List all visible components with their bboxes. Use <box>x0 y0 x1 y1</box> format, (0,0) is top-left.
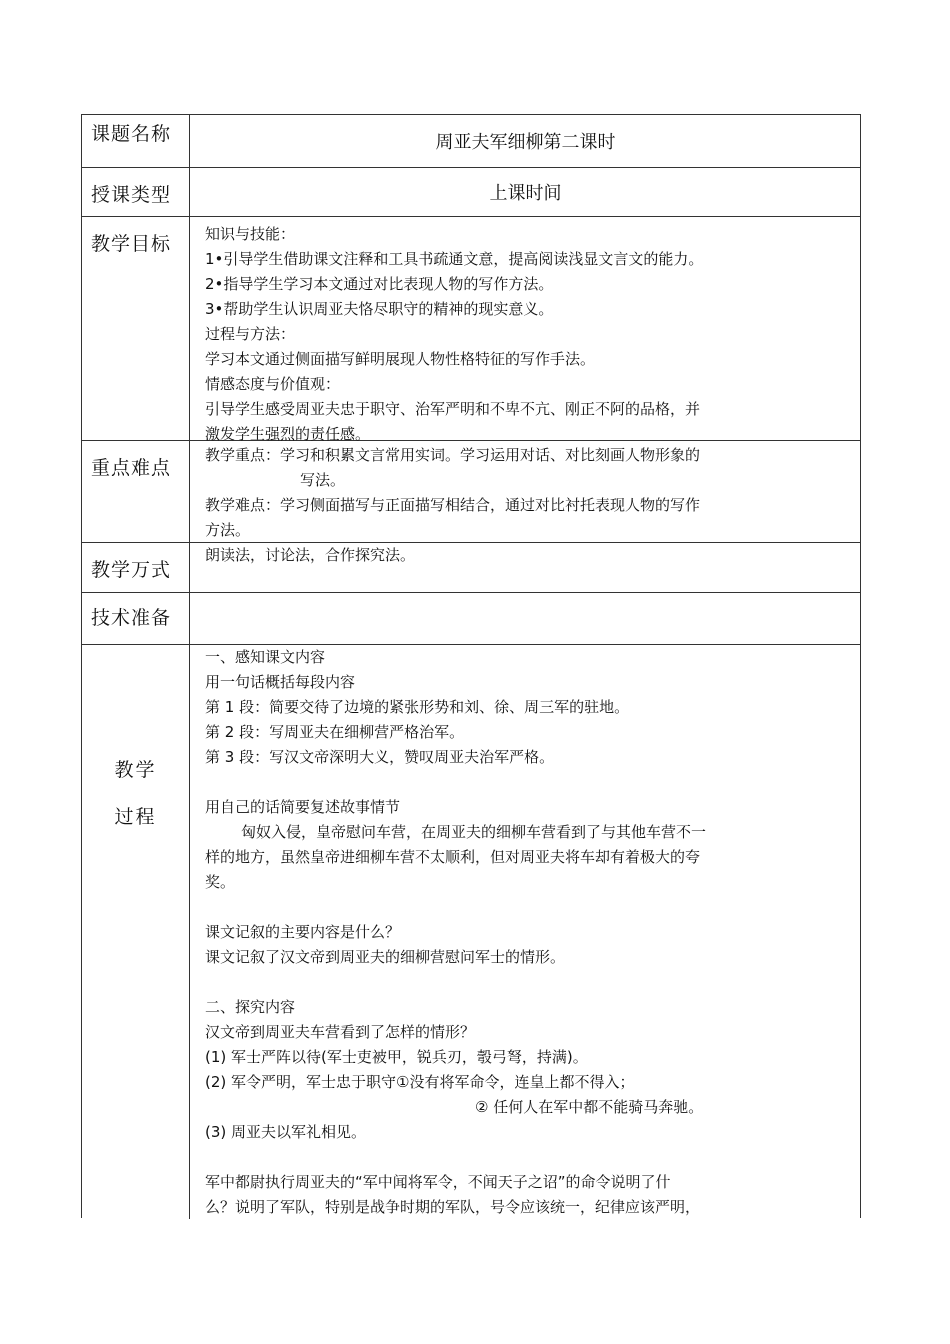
process-line: 汉文帝到周亚夫车营看到了怎样的情形？ <box>205 1023 476 1041</box>
teaching-method-value: 朗读法，讨论法，合作探究法。 <box>205 546 416 564</box>
row-key-points <box>82 441 860 543</box>
key-line: 方法。 <box>205 521 251 539</box>
process-line: 第 2 段：写周亚夫在细柳营严格治军。 <box>205 723 465 741</box>
goals-line: 激发学生强烈的责任感。 <box>205 425 371 443</box>
lesson-plan-table <box>81 114 861 1218</box>
row-lesson-type <box>82 168 860 217</box>
value-cell <box>191 543 860 592</box>
label-cell <box>82 115 190 167</box>
label-cell <box>82 168 190 216</box>
row-teaching-process <box>82 645 860 1219</box>
process-line: 奖。 <box>205 873 236 891</box>
goals-line: 知识与技能： <box>205 225 296 243</box>
blank-line <box>205 895 846 920</box>
key-line: 写法。 <box>300 471 346 489</box>
process-line: 课文记叙了汉文帝到周亚夫的细柳营慰问军士的情形。 <box>205 948 566 966</box>
process-line: 第 1 段：简要交待了边境的紧张形势和刘、徐、周三军的驻地。 <box>205 698 630 716</box>
goals-line: 过程与方法： <box>205 325 296 343</box>
process-line: 第 3 段：写汉文帝深明大义，赞叹周亚夫治军严格。 <box>205 748 555 766</box>
process-line: 用自己的话简要复述故事情节 <box>205 798 401 816</box>
process-line: 么？说明了军队，特别是战争时期的军队，号令应该统一，纪律应该严明， <box>205 1198 701 1216</box>
process-text <box>205 645 846 1220</box>
value-cell <box>191 645 860 1219</box>
row-lesson-title <box>82 115 860 168</box>
label-cell <box>82 593 190 644</box>
label-teaching-method: 教学万式 <box>91 559 172 581</box>
value-cell <box>191 168 860 216</box>
key-line: 教学重点：学习和积累文言常用实词。学习运用对话、对比刻画人物形象的 <box>205 446 701 464</box>
value-cell <box>191 217 860 443</box>
process-line: (2) 军令严明，军士忠于职守①没有将军命令，连皇上都不得入； <box>205 1073 635 1091</box>
process-line: ② 任何人在军中都不能骑马奔驰。 <box>475 1098 704 1116</box>
goals-line: 1•引导学生借助课文注释和工具书疏通文意，提高阅读浅显文言文的能力。 <box>205 250 704 268</box>
label-process-2: 过程 <box>114 806 157 828</box>
goals-line: 情感态度与价值观： <box>205 375 341 393</box>
label-cell <box>82 217 190 440</box>
process-line: 一、感知课文内容 <box>205 648 326 666</box>
goals-line: 引导学生感受周亚夫忠于职守、治军严明和不卑不亢、刚正不阿的品格，并 <box>205 400 701 418</box>
blank-line <box>205 770 846 795</box>
process-line: (3) 周亚夫以军礼相见。 <box>205 1123 367 1141</box>
process-line: 二、探究内容 <box>205 998 296 1016</box>
goals-line: 学习本文通过侧面描写鲜明展现人物性格特征的写作手法。 <box>205 350 596 368</box>
value-cell <box>191 441 860 542</box>
label-cell <box>82 441 190 542</box>
label-key-points: 重点难点 <box>91 457 172 479</box>
label-cell <box>82 543 190 592</box>
label-teaching-goals: 教学目标 <box>91 233 172 255</box>
label-tech-prep: 技术准备 <box>91 607 172 629</box>
goals-line: 2•指导学生学习本文通过对比表现人物的写作方法。 <box>205 275 554 293</box>
row-teaching-goals <box>82 217 860 441</box>
goals-line: 3•帮助学生认识周亚夫恪尽职守的精神的现实意义。 <box>205 300 554 318</box>
blank-line <box>205 970 846 995</box>
blank-line <box>205 1145 846 1170</box>
lesson-type-value: 上课时间 <box>489 183 562 204</box>
row-tech-prep <box>82 593 860 645</box>
lesson-title-value: 周亚夫军细柳第二课时 <box>435 132 616 153</box>
label-lesson-title: 课题名称 <box>91 123 172 145</box>
process-line: (1) 军士严阵以待(军士吏被甲，锐兵刃，彀弓弩，持满)。 <box>205 1048 588 1066</box>
label-process-1: 教学 <box>114 759 157 781</box>
process-line: 军中都尉执行周亚夫的“军中闻将军令，不闻天子之诏”的命令说明了什 <box>205 1173 671 1191</box>
value-cell <box>191 593 860 644</box>
key-points-text <box>205 443 846 543</box>
process-line: 匈奴入侵，皇帝慰问车营，在周亚夫的细柳车营看到了与其他车营不一 <box>241 823 707 841</box>
value-cell <box>191 115 860 167</box>
process-line: 样的地方，虽然皇帝进细柳车营不太顺利，但对周亚夫将车却有着极大的夸 <box>205 848 701 866</box>
row-teaching-method <box>82 543 860 593</box>
label-cell <box>82 645 190 1219</box>
goals-text <box>205 222 846 447</box>
key-line: 教学难点：学习侧面描写与正面描写相结合，通过对比衬托表现人物的写作 <box>205 496 701 514</box>
process-line: 用一句话概括每段内容 <box>205 673 356 691</box>
label-lesson-type: 授课类型 <box>91 184 172 206</box>
process-line: 课文记叙的主要内容是什么？ <box>205 923 401 941</box>
